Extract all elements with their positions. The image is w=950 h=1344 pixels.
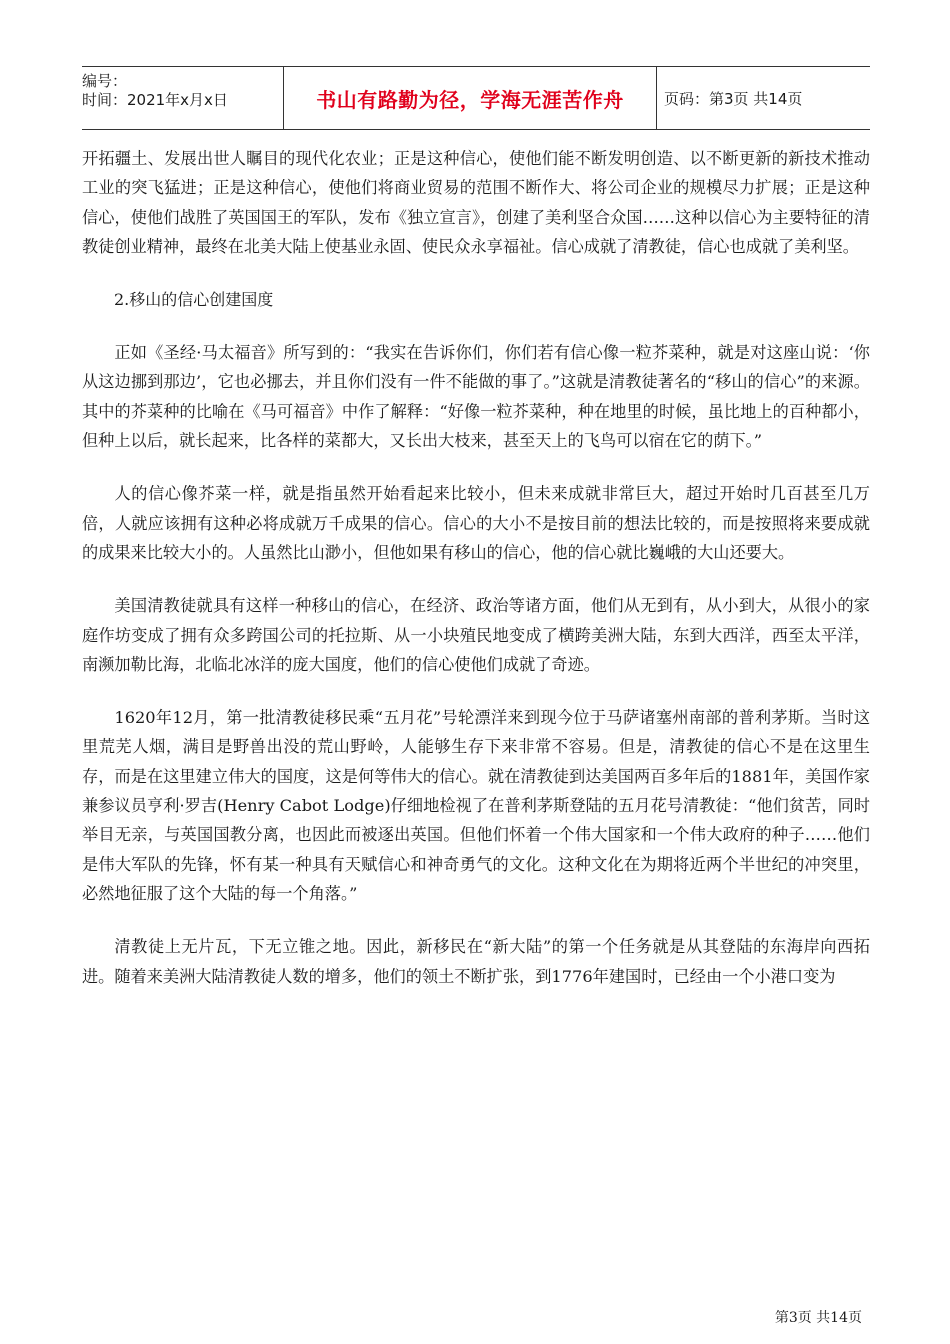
body-paragraph: 正如《圣经·马太福音》所写到的：“我实在告诉你们，你们若有信心像一粒芥菜种，就是对这座山说：‘你从这边挪到那边’，它也必挪去，并且你们没有一件不能做的事了。”这就是清教徒著名的“移山的信心”的来源。其中的芥菜种的比喻在《马可福音》中作了解释：“好像一粒芥菜种，种在地里的时候，虽比地上的百种都小，但种上以后，就长起来，比各样的菜都大，又长出大枝来，甚至天上的飞鸟可以宿在它的荫下。” — [82, 343, 870, 451]
header-motto: 书山有路勤为径，学海无涯苦作舟 — [316, 87, 624, 112]
body-paragraph: 开拓疆土、发展出世人瞩目的现代化农业；正是这种信心，使他们能不断发明创造、以不断更新的新技术推动工业的突飞猛进；正是这种信心，使他们将商业贸易的范围不断作大、将公司企业的规模尽力扩展；正是这种信心，使他们战胜了英国国王的军队，发布《独立宣言》，创建了美利坚合众国……这种以信心为主要特征的清教徒创业精神，最终在北美大陆上使基业永固、使民众永享福祉。信心成就了清教徒，信心也成就了美利坚。 — [82, 149, 870, 256]
body-paragraph: 美国清教徒就具有这样一种移山的信心，在经济、政治等诸方面，他们从无到有，从小到大，从很小的家庭作坊变成了拥有众多跨国公司的托拉斯、从一小块殖民地变成了横跨美洲大陆，东到大西洋，西至太平洋，南濒加勒比海，北临北冰洋的庞大国度，他们的信心使他们成就了奇迹。 — [82, 596, 870, 674]
body-paragraph: 人的信心像芥菜一样，就是指虽然开始看起来比较小，但未来成就非常巨大，超过开始时几百甚至几万倍，人就应该拥有这种必将成就万千成果的信心。信心的大小不是按目前的想法比较的，而是按照将来要成就的成果来比较大小的。人虽然比山渺小，但他如果有移山的信心，他的信心就比巍峨的大山还要大。 — [82, 484, 870, 562]
section-heading: 2.移山的信心创建国度 — [114, 290, 274, 310]
body-paragraph: 清教徒上无片瓦，下无立锥之地。因此，新移民在“新大陆”的第一个任务就是从其登陆的东海岸向西拓进。随着来美洲大陆清教徒人数的增多，他们的领土不断扩张，到1776年建国时，已经由一个小港口变为 — [82, 937, 870, 986]
document-number-label: 编号： — [82, 72, 128, 90]
page-footer-number: 第3页 共14页 — [774, 1310, 862, 1326]
body-paragraph: 1620年12月，第一批清教徒移民乘“五月花”号轮漂洋来到现今位于马萨诸塞州南部的普利茅斯。当时这里荒芜人烟，满目是野兽出没的荒山野岭，人能够生存下来非常不容易。但是，清教徒的信心不是在这里生存，而是在这里建立伟大的国度，这是何等伟大的信心。就在清教徒到达美国两百多年后的1881年，美国作家兼参议员亨利·罗吉(Henry Cabot Lodge)仔细地检视了在普利茅斯登陆的五月花号清教徒：“他们贫苦，同时举目无亲，与英国国教分离，也因此而被逐出英国。但他们怀着一个伟大国家和一个伟大政府的种子……他们是伟大军队的先锋，怀有某一种具有天赋信心和神奇勇气的文化。这种文化在为期将近两个半世纪的冲突里，必然地征服了这个大陆的每一个角落。” — [82, 708, 870, 903]
header-meta — [82, 67, 283, 129]
document-body — [82, 144, 870, 991]
header-motto-cell — [283, 67, 657, 129]
header-page-code: 页码：第3页 共14页 — [664, 89, 803, 108]
document-time-label: 时间：2021年x月x日 — [82, 91, 228, 109]
page-header — [82, 66, 870, 130]
